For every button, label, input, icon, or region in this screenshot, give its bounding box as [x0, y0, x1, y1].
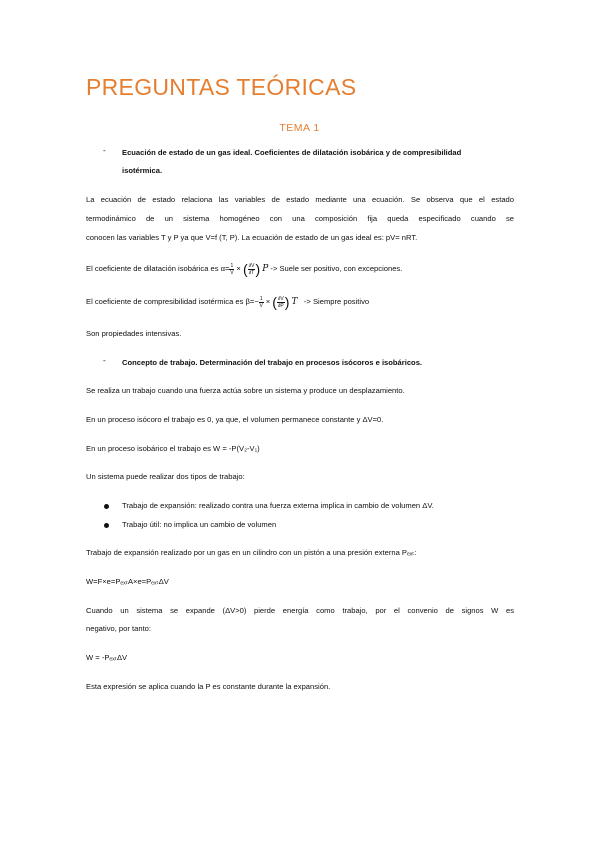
constant-variable: P	[262, 264, 269, 274]
numerator: ∂V	[248, 262, 255, 269]
paragraph-line: negativo, por tanto:	[86, 624, 152, 633]
list-item: Trabajo de expansión: realizado contra una fuerza externa implica in cambio de volumen ΔV.	[122, 501, 434, 510]
list-item: Trabajo útil: no implica un cambio de volumen	[122, 520, 277, 529]
times-sign: ×	[236, 264, 241, 273]
paragraph: Un sistema puede realizar dos tipos de trabajo:	[86, 472, 245, 481]
item1-line1: Ecuación de estado de un gas ideal. Coeficientes de dilatación isobárica y de compresibilidad	[122, 148, 462, 157]
equation: W = -PₑₓₜΔV	[86, 653, 128, 662]
paragraph: En un proceso isobárico el trabajo es W = -P(V₂-V₁)	[86, 444, 260, 453]
paren-close: )	[255, 261, 261, 277]
alpha-prefix: El coeficiente de dilatación isobárica es α=	[86, 264, 230, 273]
paragraph-line: termodinámico de un sistema homogéneo con una composición fija queda especificado cuando se	[86, 214, 514, 223]
fraction	[229, 263, 234, 276]
paren-open: (	[272, 294, 277, 310]
denominator: ∂T	[248, 269, 255, 276]
denominator: ∂P	[277, 302, 284, 309]
paragraph: En un proceso isócoro el trabajo es 0, ya que, el volumen permanece constante y ΔV=0.	[86, 415, 384, 424]
equation: W=F×e=PₑₓₜA×e=PₑₓₜΔV	[86, 577, 169, 586]
constant-variable: T	[291, 297, 298, 307]
numerator: ∂V	[277, 295, 284, 302]
paragraph-line: Cuando un sistema se expande (ΔV>0) pierde energía como trabajo, por el convenio de signos W es	[86, 606, 514, 615]
beta-definition	[86, 292, 369, 312]
numerator: 1	[259, 295, 263, 302]
beta-prefix: El coeficiente de compresibilidad isotérmica es β=−	[86, 297, 259, 306]
beta-suffix: -> Siempre positivo	[303, 297, 370, 306]
bullet-dot	[104, 504, 109, 509]
item1-line2: isotérmica.	[122, 166, 163, 175]
fraction	[259, 296, 264, 309]
bullet-dot	[104, 523, 109, 528]
paragraph: Trabajo de expansión realizado por un gas en un cilindro con un pistón a una presión externa Pₑₓₜ:	[86, 548, 417, 557]
paragraph: Son propiedades intensivas.	[86, 329, 182, 338]
section-heading	[0, 122, 599, 134]
section-label: TEMA 1	[279, 122, 320, 134]
paragraph: Se realiza un trabajo cuando una fuerza actúa sobre un sistema y produce un desplazamiento.	[86, 386, 405, 395]
paren-close: )	[284, 294, 290, 310]
paren-open: (	[242, 261, 248, 277]
paragraph-line: conocen las variables T y P ya que V=f (T, P). La ecuación de estado de un gas ideal es: pV= nRT.	[86, 233, 418, 242]
numerator: 1	[230, 262, 234, 269]
item2: Concepto de trabajo. Determinación del trabajo en procesos isócoros e isobáricos.	[122, 358, 423, 367]
alpha-definition	[86, 259, 402, 279]
alpha-suffix: -> Suele ser positivo, con excepciones.	[270, 264, 403, 273]
page-title: PREGUNTAS TEÓRICAS	[86, 74, 357, 100]
denominator: V	[230, 269, 234, 276]
list-dash: -	[103, 356, 106, 365]
times-sign: ×	[265, 297, 271, 306]
paragraph-line: La ecuación de estado relaciona las variables de estado mediante una ecuación. Se observa que el estado	[86, 195, 514, 204]
fraction	[277, 296, 285, 309]
list-dash: -	[103, 146, 106, 155]
denominator: V	[259, 302, 263, 309]
paragraph: Esta expresión se aplica cuando la P es constante durante la expansión.	[86, 682, 331, 691]
